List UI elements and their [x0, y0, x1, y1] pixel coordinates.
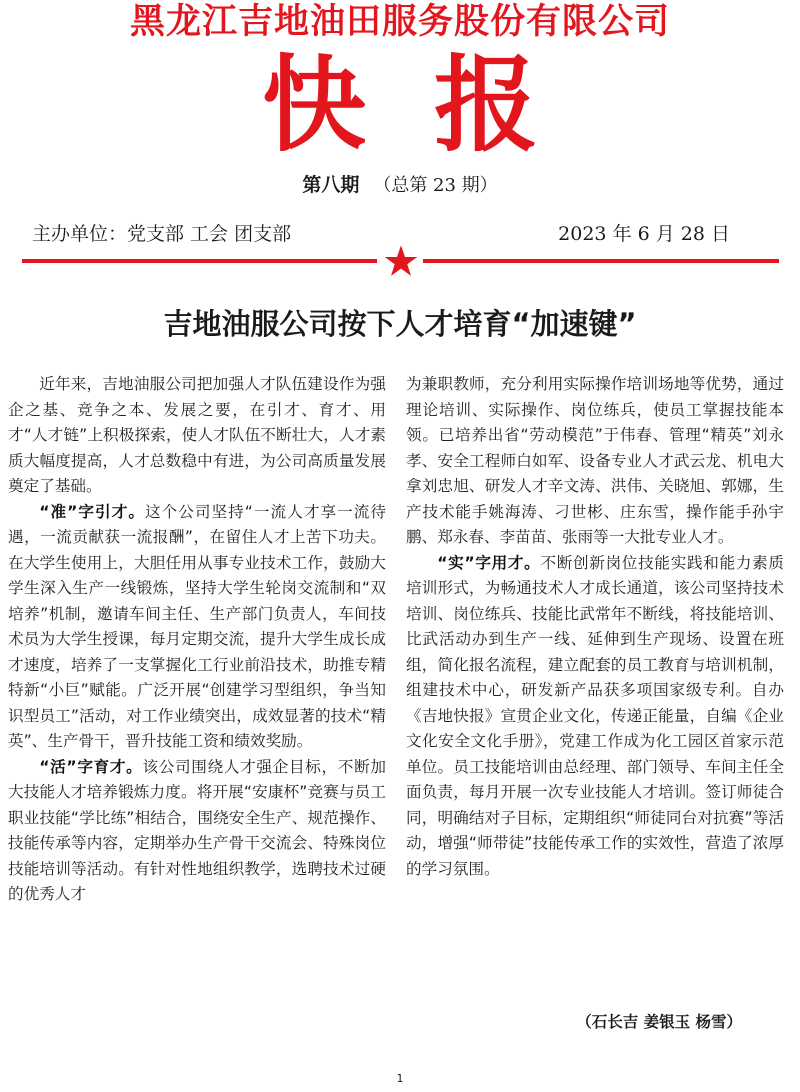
- section-lead: “活”字育才。: [39, 757, 143, 776]
- article-paragraph: “准”字引才。这个公司坚持“一流人才享一流待遇，一流贡献获一流报酬”，在留住人才上苦下功夫。在大学生使用上，大胆任用从事专业技术工作，鼓励大学生深入生产一线锻炼，坚持大学生轮岗交流制和“双培养”机制，邀请车间主任、生产部门负责人，车间技术员为大学生授课，每月定期交流，提升大学生成长成才速度，培养了一支掌握化工行业前沿技术，助推专精特新“小巨”赋能。广泛开展“创建学习型组织，争当知识型员工”活动，对工作业绩突出，成效显著的技术“精英”、生产骨干，晋升技能工资和绩效奖励。: [8, 502, 386, 750]
- masthead-title: 快报: [261, 44, 606, 166]
- article-column-right: [406, 372, 784, 882]
- issue-total: （总第 23 期）: [373, 175, 498, 196]
- section-lead: “实”字用才。: [437, 553, 541, 572]
- article-paragraph: “实”字用才。不断创新岗位技能实践和能力素质培训形式，为畅通技术人才成长通道，该公司坚持技术培训、岗位练兵、技能比武常年不断线，将技能培训、比武活动办到生产一线、延伸到生产现场、设置在班组，简化报名流程，建立配套的员工教育与培训机制，组建技术中心，研发新产品获多项国家级专利。自办《吉地快报》宣贯企业文化，传递正能量，自编《企业文化安全文化手册》，党建工作成为化工园区首家示范单位。员工技能培训由总经理、部门领导、车间主任全面负责，每月开展一次专业技能人才培训。签订师徒合同，明确结对子目标，定期组织“师徒同台对抗赛”等活动，增强“师带徒”技能传承工作的实效性，营造了浓厚的学习氛围。: [406, 553, 784, 878]
- header-rule-right: [423, 259, 779, 263]
- sponsor-units: 主办单位：党支部 工会 团支部: [32, 223, 292, 245]
- publish-date: 2023 年 6 月 28 日: [558, 223, 730, 245]
- article-paragraph: 为兼职教师，充分利用实际操作培训场地等优势，通过理论培训、实际操作、岗位练兵，使员工掌握技能本领。已培养出省“劳动模范”于伟春、管理“精英”刘永孝、安全工程师白如军、设备专业人才武云龙、机电大拿刘忠旭、研发人才辛文涛、洪伟、关晓旭、郭娜，生产技术能手姚海涛、刁世彬、庄东雪，操作能手孙宇鹏、郑永春、李苗苗、张雨等一大批专业人才。: [406, 375, 784, 546]
- star-icon: [384, 244, 418, 278]
- company-name: 黑龙江吉地油田服务股份有限公司: [129, 2, 670, 42]
- page-number: 1: [396, 1072, 404, 1085]
- issue-number: 第八期: [302, 174, 360, 196]
- issue-line: [0, 172, 800, 199]
- header-rule-left: [22, 259, 377, 263]
- section-lead: “准”字引才。: [39, 502, 145, 521]
- article-authors: （石长吉 姜银玉 杨雪）: [576, 1013, 742, 1031]
- article-paragraph: 近年来，吉地油服公司把加强人才队伍建设作为强企之基、竞争之本、发展之要，在引才、育才、用才“人才链”上积极探索，使人才队伍不断壮大，人才素质大幅度提高，人才总数稳中有进，为公司高质量发展奠定了基础。: [8, 375, 386, 495]
- article-headline: 吉地油服公司按下人才培育“加速键”: [163, 307, 637, 341]
- article-paragraph: “活”字育才。该公司围绕人才强企目标，不断加大技能人才培养锻炼力度。将开展“安康杯”竞赛与员工职业技能“学比练”相结合，围绕安全生产、规范操作、技能传承等内容，定期举办生产骨干交流会、特殊岗位技能培训等活动。有针对性地组织教学，选聘技术过硬的优秀人才: [8, 757, 386, 903]
- article-column-left: [8, 372, 386, 908]
